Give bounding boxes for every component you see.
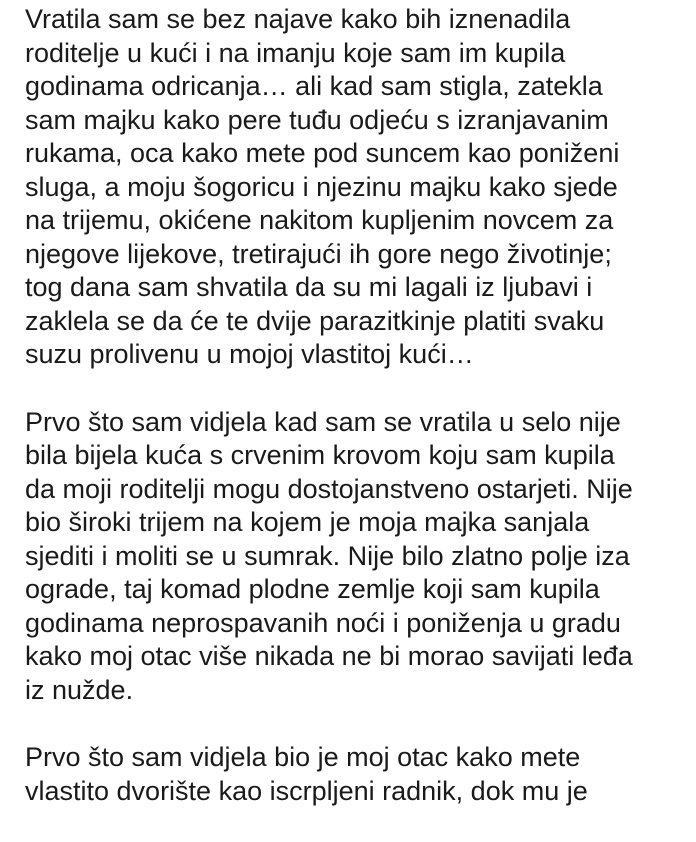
text-line: rukama, oca kako mete pod suncem kao poniženi bbox=[25, 138, 620, 168]
paragraph-1 bbox=[25, 3, 685, 372]
text-line: godinama neprospavanih noći i poniženja u gradu bbox=[25, 607, 621, 638]
text-line: da moji roditelji mogu dostojanstveno ostarjeti. Nije bbox=[25, 473, 633, 504]
text-line: kako moj otac više nikada ne bi morao savijati leđa bbox=[25, 641, 633, 671]
paragraph-2 bbox=[25, 406, 685, 708]
text-line: Prvo što sam vidjela bio je moj otac kako mete bbox=[25, 742, 581, 772]
text-line: bila bijela kuća s crvenim krovom koju sam kupila bbox=[25, 440, 615, 470]
text-line: godinama odricanja… ali kad sam stigla, zatekla bbox=[25, 71, 603, 101]
paragraph-3 bbox=[25, 741, 685, 808]
text-line: bio široki trijem na kojem je moja majka sanjala bbox=[25, 507, 590, 537]
text-line: vlastito dvorište kao iscrpljeni radnik, dok mu je bbox=[25, 775, 588, 806]
text-line: na trijemu, okićene nakitom kupljenim novcem za bbox=[25, 205, 614, 235]
text-line: iz nužde. bbox=[25, 674, 134, 705]
text-line: Vratila sam se bez najave kako bih iznenadila bbox=[25, 4, 571, 34]
text-line: tog dana sam shvatila da su mi lagali iz ljubavi i bbox=[25, 272, 593, 302]
text-line: roditelje u kući i na imanju koje sam im kupila bbox=[25, 37, 566, 68]
text-line: njegove lijekove, tretirajući ih gore nego životinje; bbox=[25, 238, 612, 269]
text-line: sluga, a moju šogoricu i njezinu majku kako sjede bbox=[25, 171, 618, 202]
post-body bbox=[25, 3, 685, 842]
text-line: sam majku kako pere tuđu odjeću s izranjavanim bbox=[25, 104, 609, 135]
text-line: sjediti i moliti se u sumrak. Nije bilo zlatno polje iza bbox=[25, 540, 630, 571]
text-line: suzu prolivenu u mojoj vlastitoj kući… bbox=[25, 339, 474, 369]
text-line: zaklela se da će te dvije parazitkinje platiti svaku bbox=[25, 305, 605, 336]
text-line: Prvo što sam vidjela kad sam se vratila u selo nije bbox=[25, 406, 621, 437]
text-line: ograde, taj komad plodne zemlje koji sam kupila bbox=[25, 574, 600, 604]
